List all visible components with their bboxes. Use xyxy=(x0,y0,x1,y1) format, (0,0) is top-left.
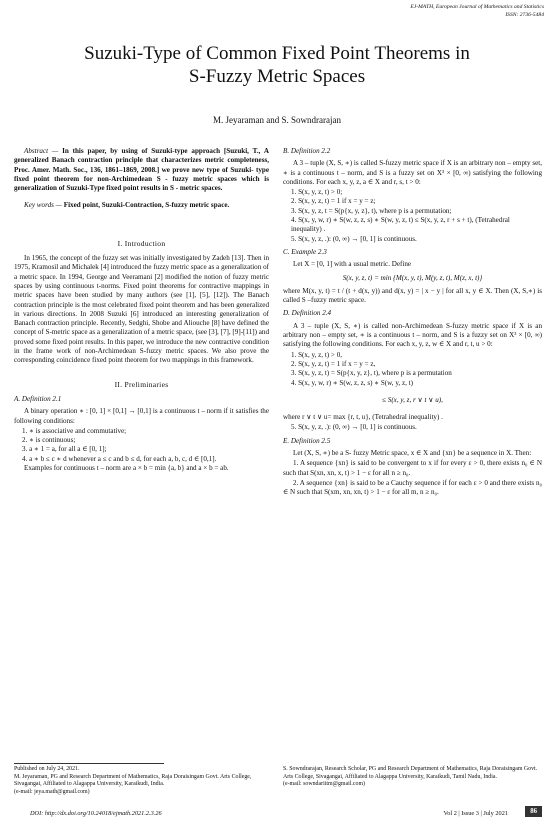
author-1-affiliation: M. Jeyaraman, PG and Research Department of Mathematics, Raja Doraisingam Govt. Arts College, Sivagangai, Affiliated to Alagappa University, Karaikudi, India. xyxy=(14,773,252,788)
definition-2-5-text: Let (X, S, ∗) be a S- fuzzy Metric space, x ∈ X and {xn} be a sequence in X. Then: xyxy=(293,449,532,458)
left-column xyxy=(14,147,269,474)
definition-2-5-item: 2. A sequence {xn} is said to be a Cauchy sequence if for each ε > 0 and there exists n₀ ∈ N such that S(xm, xn, xn, t) > 1 − ε for all m, n ≥ n₀. xyxy=(283,478,542,497)
definition-2-2-title: B. Definition 2.2 xyxy=(283,147,331,155)
definition-2-2-item: 2. S(x, y, z, t) = 1 if x = y = z; xyxy=(291,197,376,206)
example-2-3-title: C. Example 2.3 xyxy=(283,247,327,256)
definition-2-4-item: 5. S(x, y, z, .): (0, ∞) → [0, 1] is continuous. xyxy=(291,423,417,432)
authors: M. Jeyaraman and S. Sowndrarajan xyxy=(213,115,341,125)
example-2-3-text: Let X = [0, 1] with a usual metric. Define xyxy=(293,260,412,269)
author-2-affiliation: S. Sowndrarajan, Research Scholar, PG and Research Department of Mathematics, Raja Doraisingam Govt. Arts College, Sivagangai, Affiliated to Alagappa University, Karaikudi, Tamil Nadu, India. xyxy=(283,766,538,780)
definition-2-1-title: A. Definition 2.1 xyxy=(14,394,62,403)
journal-issn: ISSN: 2736-5484 xyxy=(505,12,544,18)
footer-doi[interactable]: DOI: http://dx.doi.org/10.24018/ejmath.2021.2.3.26 xyxy=(30,810,162,817)
section-preliminaries-title: II. Preliminaries xyxy=(114,379,169,389)
definition-2-2-item: 5. S(x, y, z, .): (0, ∞) → [0, 1] is continuous. xyxy=(291,234,417,243)
footnote-right xyxy=(283,766,542,789)
abstract xyxy=(14,147,269,193)
definition-2-1-item: 1. ∗ is associative and commutative; xyxy=(22,426,127,435)
published-date: Published on July 24, 2021. xyxy=(14,766,80,772)
example-2-3-equation: S(x, y, z, t) = min {M(x, y, t), M(y, z, t), M(z, x, t)} xyxy=(342,273,483,282)
journal-name: EJ-MATH, European Journal of Mathematics and Statistics xyxy=(410,4,544,10)
definition-2-1-text: A binary operation ∗ : [0, 1] × [0,1] → [0,1] is a continuous t – norm if it satisfies the following conditions: xyxy=(14,407,269,425)
keywords-label: Key words — xyxy=(24,201,62,210)
tnorm-examples: Examples for continuous t – norm are a × b = min {a, b} and a × b = ab. xyxy=(24,464,229,473)
definition-2-2-item: 1. S(x, y, z, t) > 0; xyxy=(291,188,343,197)
definition-2-1-item: 2. ∗ is continuous; xyxy=(22,436,76,445)
definition-2-4-item: 2. S(x, y, z, t) = 1 if x = y = z, xyxy=(291,359,376,368)
definition-2-4-inequality: ≤ S(x, y, z, r ∨ t ∨ u), xyxy=(382,395,443,404)
definition-2-1-item: 3. a ∗ 1 = a, for all a ∈ [0, 1]; xyxy=(22,445,107,454)
abstract-label: Abstract — xyxy=(24,147,59,155)
definition-2-2-text: A 3 – tuple (X, S, ∗) is called S-fuzzy metric space if X is an arbitrary non – empty set, ∗ is a continuous t – norm, and S is a fuzzy set on X³ × [0, ∞) satisfying the following conditions. For each x, y, z, a ∈ X and r, s, t > 0: xyxy=(283,159,542,186)
paper-title xyxy=(20,42,534,88)
footnote-divider xyxy=(14,763,164,764)
title-line-2: S-Fuzzy Metric Spaces xyxy=(188,66,366,87)
title-line-1: Suzuki-Type of Common Fixed Point Theorems in xyxy=(84,43,470,64)
page-number: 86 xyxy=(525,806,542,817)
keywords-text: Fixed point, Suzuki-Contraction, S-fuzzy metric space. xyxy=(63,201,230,210)
definition-2-4-title: D. Definition 2.4 xyxy=(283,309,332,318)
section-introduction-title: I. Introduction xyxy=(117,238,166,248)
definition-2-4-item: 3. S(x, y, z, t) = S(p{x, y, z}, t), where p is a permutation xyxy=(291,369,452,378)
example-2-3-where: where M(x, y, t) = t / (t + d(x, y)) and d(x, y) = | x − y | for all x, y ∈ X. Then (X, S,∗) is called S –fuzzy metric space. xyxy=(283,286,542,305)
footnote-left xyxy=(14,766,269,796)
definition-2-1-item: 4. a ∗ b ≤ c ∗ d whenever a ≤ c and b ≤ d, for each a, b, c, d ∈ [0,1]. xyxy=(22,454,217,463)
definition-2-5-item: 1. A sequence {xn} is said to be convergent to x if for every ε > 0, there exists n₀ ∈ N such that S(xn, xn, x, t) > 1 − ε for all n ≥ n₀. xyxy=(283,459,542,477)
definition-2-2-item: 3. S(x, y, z, t = S(p{x, y, z}, t), where p is a permutation; xyxy=(291,206,452,215)
author-1-email: (e-mail: jeya.math@gmail.com) xyxy=(14,788,90,795)
keywords xyxy=(14,201,269,210)
introduction-text: In 1965, the concept of the fuzzy set was initially investigated by Zadeh [13]. Then in 1975, Kramosil and Michalek [4] introduced the fuzzy metric space as a generalization of a metric space. In 1994, George and Veeramani [2] modified the notion of fuzzy metric spaces by using continuous t-norms. Fixed point theorems for contractive mappings in metric spaces have been studied by many authors (see [1], [5], [12]). The Banach contraction principle is the most celebrated fixed point theorem and has been generalized in various directions. In 2008 Suzuki [6] introduced an interesting generalization of Banach contraction principle. Recently, Sedghi, Shobe and Aliouche [8] have defined the concept of S-metric space as a generalization of a metric space, (see [3], [7], [9]-[11]) and proved some fixed point results. In this paper, we introduce the new contractive condition in the frame work of non-Archimedean S-fuzzy metric spaces. We also prove the corresponding coincidence fixed point theorem for two mappings in this framework. xyxy=(14,254,269,365)
definition-2-4-item: 4. S(x, y, w, r) ∗ S(w, z, z, s) ∗ S(w, y, z, t) xyxy=(291,378,414,387)
definition-2-4-text: A 3 – tuple (X, S, ∗) is called non-Archimedean S-fuzzy metric space if X is an arbitrary non – empty set, ∗ is a continuous t – norm, and S is a fuzzy set on X³ × [0, ∞) satisfying the following conditions. For each x, y, z, w ∈ X and r, t, u > 0: xyxy=(283,321,542,349)
definition-2-4-where: where r ∨ t ∨ u= max {r, t, u}, (Tetrahedral inequality) . xyxy=(283,413,443,422)
definition-2-4-item: 1. S(x, y, z, t) > 0, xyxy=(291,350,343,359)
right-column xyxy=(283,147,542,499)
journal-header xyxy=(410,3,544,19)
author-2-email: (e-mail: sowndariitm@gmail.com) xyxy=(283,781,365,788)
definition-2-2-item: 4. S(x, y, w, r) ∗ S(w, z, z, s) ∗ S(w, y, z, t) ≤ S(x, y, z, r + s + t), (Tetrahedral inequality) . xyxy=(291,216,510,234)
abstract-text: In this paper, by using of Suzuki-type approach [Suzuki, T., A generalized Banach contraction principle that characterizes metric completeness, Proc. Amer. Math. Soc., 136, 1861–1869, 2008.] we prove new type of Suzuki- type fixed point theorem for non-Archimedean S - fuzzy metric spaces which is generalization of Suzuki-Type fixed point results in S - metric spaces. xyxy=(14,147,269,193)
footer-volume: Vol 2 | Issue 3 | July 2021 xyxy=(443,810,508,817)
definition-2-5-title: E. Definition 2.5 xyxy=(283,436,331,445)
